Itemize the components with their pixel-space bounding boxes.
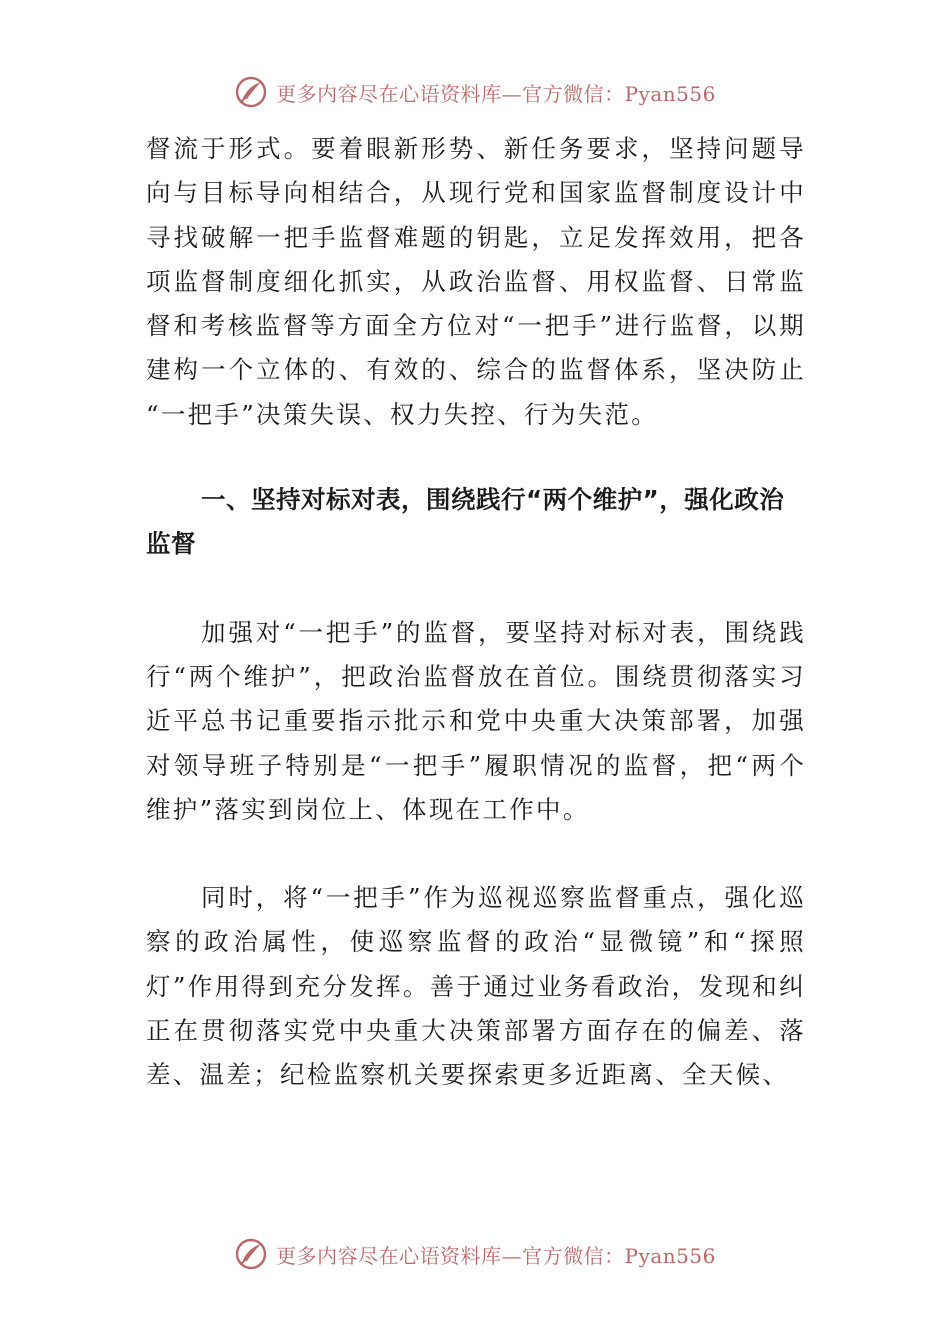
quill-seal-logo-icon — [234, 75, 268, 109]
body-paragraph: 同时，将“一把手”作为巡视巡察监督重点，强化巡察的政治属性，使巡察监督的政治“显微镜”和“探照灯”作用得到充分发挥。善于通过业务看政治，发现和纠正在贯彻落实党中央重大决策部署方面存在的偏差、落差、温差；纪检监察机关要探索更多近距离、全天候、 — [146, 883, 806, 1090]
body-paragraph: 督流于形式。要着眼新形势、新任务要求，坚持问题导向与目标导向相结合，从现行党和国家监督制度设计中寻找破解一把手监督难题的钥匙，立足发挥效用，把各项监督制度细化抓实，从政治监督、用权监督、日常监督和考核监督等方面全方位对“一把手”进行监督，以期建构一个立体的、有效的、综合的监督体系，坚决防止 “一把手”决策失误、权力失控、行为失范。 — [146, 134, 806, 429]
header-watermark-banner — [0, 72, 950, 112]
section-heading: 一、坚持对标对表，围绕践行“两个维护”，强化政治监督 — [146, 485, 785, 559]
quill-seal-logo-icon — [234, 1237, 268, 1271]
document-body — [146, 127, 806, 1098]
body-paragraph: 加强对“一把手”的监督，要坚持对标对表，围绕践行“两个维护”，把政治监督放在首位。围绕贯彻落实习近平总书记重要指示批示和党中央重大决策部署，加强对领导班子特别是“一把手”履职情况的监督，把“两个维护”落实到岗位上、体现在工作中。 — [146, 617, 806, 824]
footer-banner-text: 更多内容尽在心语资料库—官方微信：Pyan556 — [276, 1243, 716, 1268]
header-banner-text: 更多内容尽在心语资料库—官方微信：Pyan556 — [276, 81, 716, 106]
footer-watermark-banner — [0, 1234, 950, 1274]
